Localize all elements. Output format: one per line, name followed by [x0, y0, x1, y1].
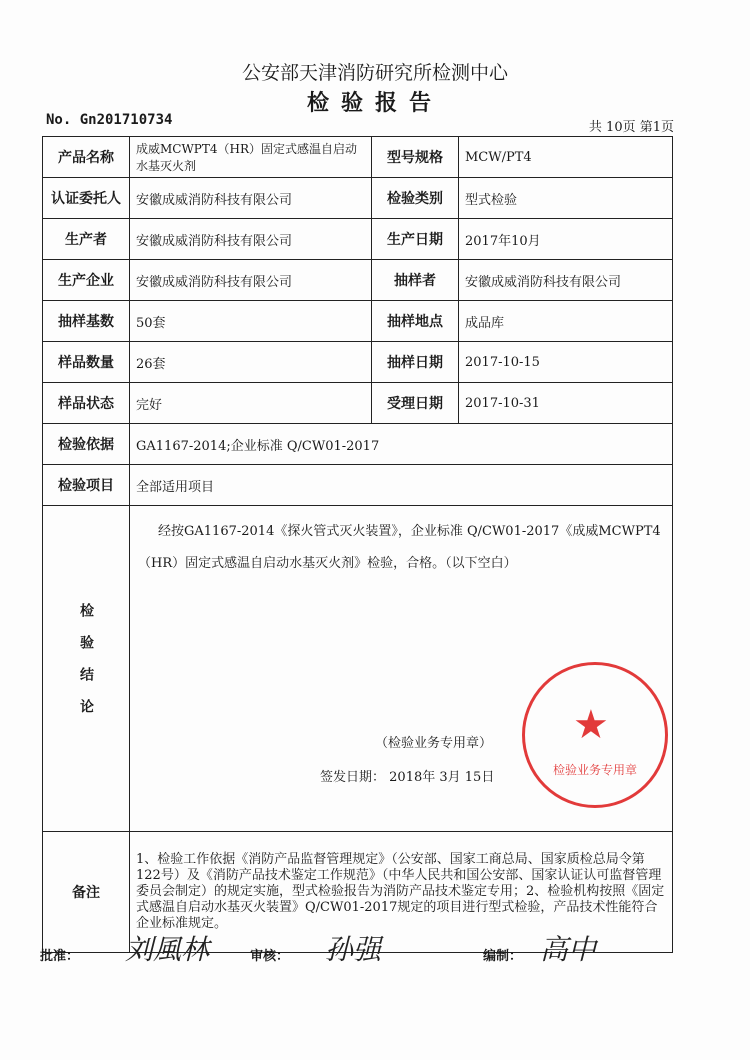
- page-info: 共 10页 第1页: [588, 120, 674, 135]
- field-value: 成威MCWPT4（HR）固定式感温自启动水基灭火剂: [130, 137, 372, 178]
- field-label: 生产企业: [43, 260, 130, 301]
- field-label: 抽样者: [372, 260, 459, 301]
- issue-date-label: 签发日期：: [320, 770, 386, 785]
- seal-text: 检验业务专用章: [552, 763, 637, 777]
- report-title: 检验报告: [306, 91, 443, 116]
- field-value: 型式检验: [459, 178, 673, 219]
- remarks-label: 备注: [43, 832, 130, 953]
- table-row: [43, 219, 673, 260]
- field-label: 认证委托人: [43, 178, 130, 219]
- field-label: 生产日期: [372, 219, 459, 260]
- items-value: 全部适用项目: [130, 465, 673, 506]
- conclusion-text: 经按GA1167-2014《探火管式灭火装置》，企业标准 Q/CW01-2017《成威MCWPT4（HR）固定式感温自启动水基灭火剂》检验，合格。（以下空白）: [138, 524, 661, 571]
- field-label: 检验类别: [372, 178, 459, 219]
- report-table: [42, 136, 673, 953]
- field-value: 50套: [130, 301, 372, 342]
- star-icon: ★: [573, 702, 609, 748]
- field-value: 完好: [130, 383, 372, 424]
- field-value: 2017-10-31: [459, 383, 673, 424]
- table-row: [43, 137, 673, 178]
- table-row: [43, 383, 673, 424]
- field-label: 样品状态: [43, 383, 130, 424]
- table-row: [43, 178, 673, 219]
- approve-label: 批准：: [40, 949, 80, 964]
- table-row: [43, 260, 673, 301]
- remarks-text: 1、检验工作依据《消防产品监督管理规定》（公安部、国家工商总局、国家质检总局令第122号）及《消防产品技术鉴定工作规范》（中华人民共和国公安部、国家认证认可监督管理委员会制定）的规定实施，型式检验报告为消防产品技术鉴定专用；2、检验机构按照《固定式感温自启动水基灭火装置》Q/CW01-2017规定的项目进行型式检验，产品技术性能符合企业标准规定。: [130, 832, 673, 953]
- field-label: 抽样地点: [372, 301, 459, 342]
- field-label: 抽样日期: [372, 342, 459, 383]
- table-row: [43, 465, 673, 506]
- field-value: 安徽成威消防科技有限公司: [130, 219, 372, 260]
- field-value: 安徽成威消防科技有限公司: [130, 178, 372, 219]
- basis-label: 检验依据: [43, 424, 130, 465]
- compile-label: 编制：: [483, 949, 523, 964]
- field-value: 2017年10月: [459, 219, 673, 260]
- table-row: [43, 301, 673, 342]
- conclusion-label: 检验结论: [78, 602, 94, 731]
- field-value: 成品库: [459, 301, 673, 342]
- organization-name: 公安部天津消防研究所检测中心: [241, 62, 508, 84]
- table-row: [43, 424, 673, 465]
- approve-signature: 刘風林: [125, 933, 210, 966]
- field-label: 生产者: [43, 219, 130, 260]
- field-label: 产品名称: [43, 137, 130, 178]
- review-signature: 孙强: [325, 933, 382, 966]
- field-value: 26套: [130, 342, 372, 383]
- basis-value: GA1167-2014;企业标准 Q/CW01-2017: [130, 424, 673, 465]
- field-label: 抽样基数: [43, 301, 130, 342]
- field-label: 样品数量: [43, 342, 130, 383]
- issue-date-value: 2018年 3月 15日: [389, 770, 495, 785]
- field-value: 安徽成威消防科技有限公司: [459, 260, 673, 301]
- table-row: [43, 342, 673, 383]
- field-value: MCW/PT4: [459, 137, 673, 178]
- report-number: No. Gn201710734: [46, 112, 173, 128]
- items-label: 检验项目: [43, 465, 130, 506]
- stamp-label: （检验业务专用章）: [375, 736, 493, 751]
- field-label: 型号规格: [372, 137, 459, 178]
- compile-signature: 高中: [540, 933, 597, 966]
- field-value: 2017-10-15: [459, 342, 673, 383]
- field-value: 安徽成威消防科技有限公司: [130, 260, 372, 301]
- issue-date: [320, 766, 494, 785]
- field-label: 受理日期: [372, 383, 459, 424]
- review-label: 审核：: [250, 949, 290, 964]
- official-seal: [522, 662, 668, 808]
